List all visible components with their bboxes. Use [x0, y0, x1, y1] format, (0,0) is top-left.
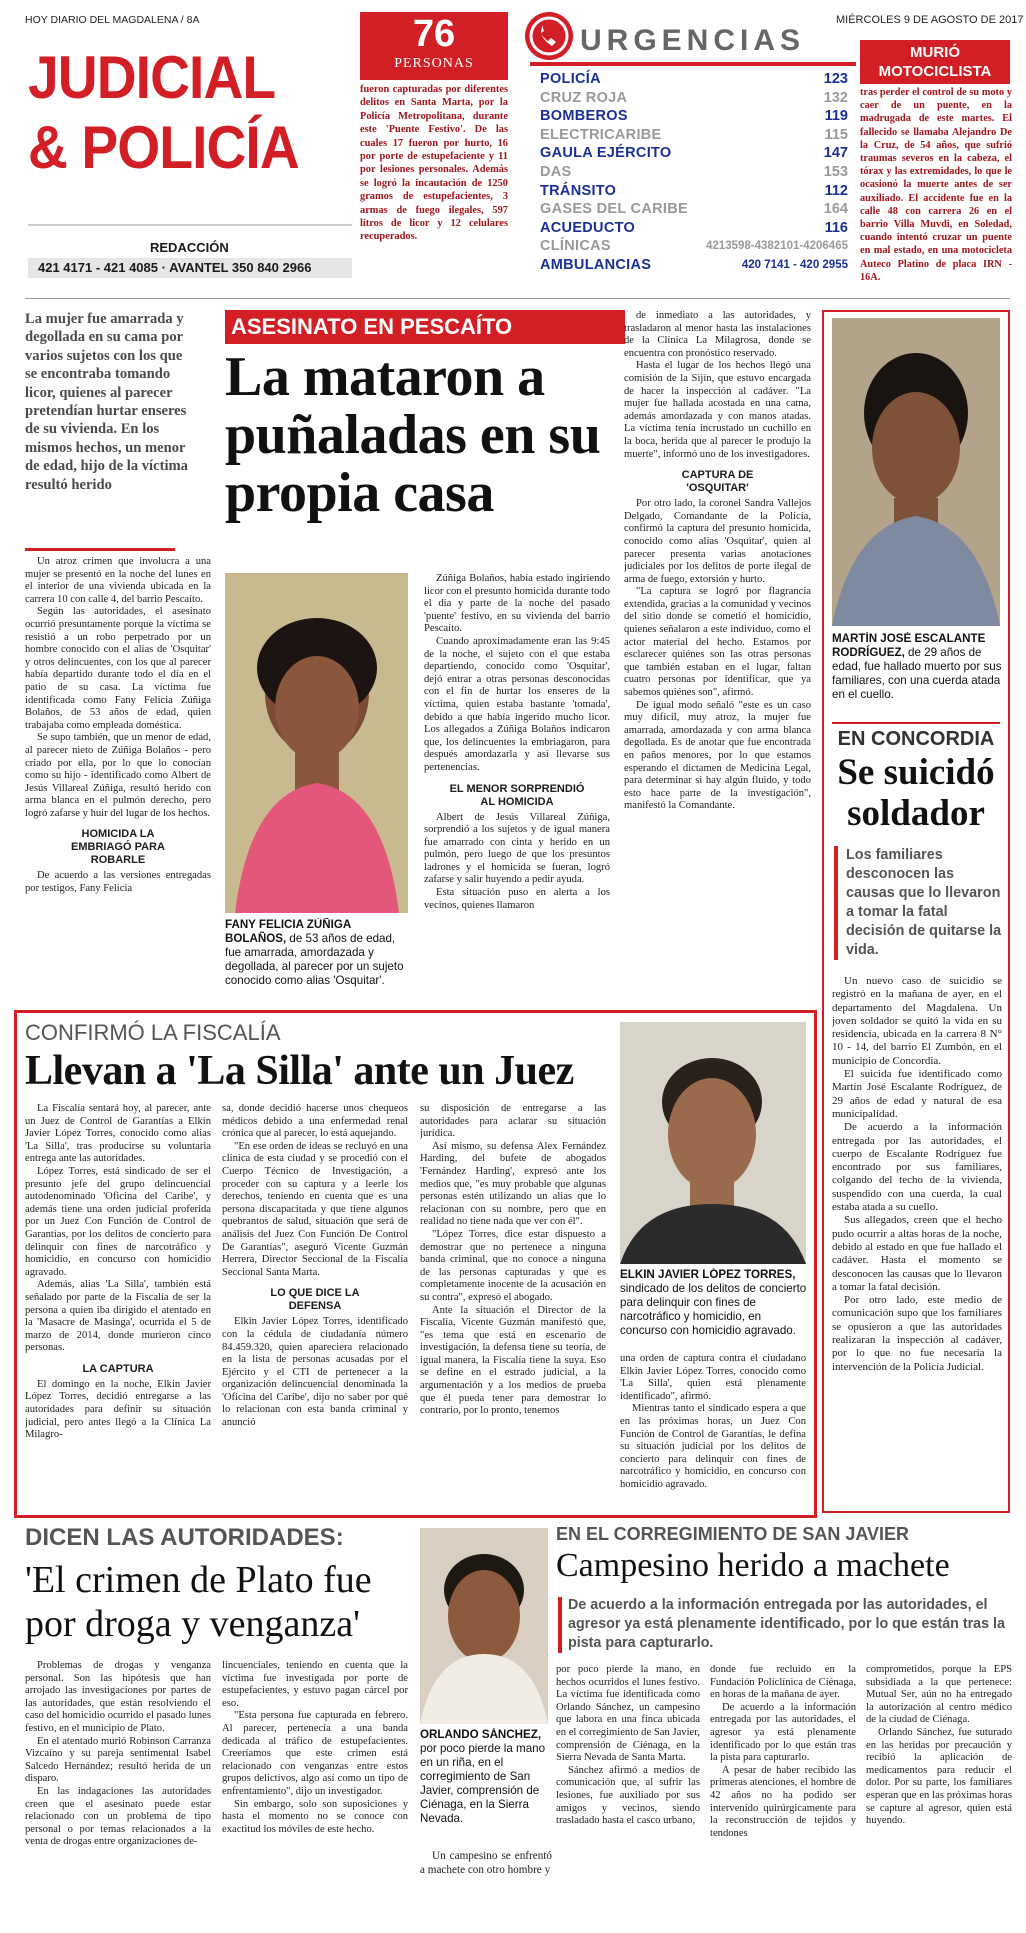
martin-photo — [832, 318, 1000, 626]
paragraph: Según las autoridades, el asesinato ocurrió presuntamente porque la víctima se resistió a un robo perpetrado por un hombre conocido con el alias de 'Osquitar' y otros delincuentes, con los que al parecer había departido durante todo el día en el patio de su casa. La víctima fue identificada como Fany Felicia Zúñiga Bolaños, de 53 años de edad, quien trabajaba como empleada doméstica. — [25, 606, 211, 731]
paragraph: una orden de captura contra el ciudadano Elkin Javier López Torres, conocido como 'La Silla', quien está plenamente identificado", afirmó. — [620, 1353, 806, 1402]
paragraph: lincuenciales, teniendo en cuenta que la víctima fue investigada por porte de estupefacientes, y estuvo pagan cárcel por eso. — [222, 1660, 408, 1709]
article4-lead: De acuerdo a la información entregada por las autoridades, el agresor ya está plenamente identificado, por lo que están tras la pista para capturarlo. — [568, 1597, 1005, 1651]
caption-name: FANY FELICIA ZÚÑIGA BOLAÑOS, — [225, 918, 351, 945]
date: MIÉRCOLES 9 DE AGOSTO DE 2017 — [836, 14, 1024, 26]
redaccion-phones: 421 4171 - 421 4085 · AVANTEL 350 840 2966 — [28, 258, 352, 278]
lead-underline — [25, 548, 175, 551]
section-title-line1: JUDICIAL — [28, 44, 276, 111]
emergency-item — [540, 89, 848, 108]
subhead: CAPTURA DE 'OSQUITAR' — [681, 469, 754, 495]
paragraph: Elkin Javier López Torres, identificado con la cédula de ciudadanía número 84.459.320, quien apareciera relacionado en la lista de personas acusadas por el Ejército y el CTI de pertenecer a la organización delincuencial denominada la 'Oficina del Caribe', dijo no saber por qué lo relacionan con esta banda criminal y anunció — [222, 1316, 408, 1429]
paragraph: Por otro lado, este medio de comunicación supo que los familiares se opusieron a que las autoridades realizaran la inspección al cadáver, por lo que no fue necesaria la intervención de la Policía Judicial. — [832, 1294, 1002, 1373]
emergency-number: 4213598-4382101-4206465 — [706, 240, 848, 253]
article1-col1 — [25, 556, 211, 1012]
emergency-name: AMBULANCIAS — [540, 256, 652, 273]
paragraph: comprometidos, porque la EPS subsidiada a la que pertenece: Mutual Ser, aún no ha entregado la autorización al centro médico de la ciudad de Ciénaga. — [866, 1664, 1012, 1726]
subhead: LO QUE DICE LA DEFENSA — [270, 1287, 360, 1313]
martin-caption — [832, 632, 1002, 716]
emergency-number: 123 — [823, 71, 848, 87]
elkin-photo — [620, 1022, 806, 1264]
paragraph: Un campesino se enfrentó a machete con otro hombre y — [420, 1850, 552, 1876]
paragraph: Albert de Jesús Villareal Zúñiga, sorprendió a los sujetos y de igual manera fue amarrado con cinta y herido en un pulmón, pero luego de que los presuntos ladrones y el homicida se fueran, logró zafarse y salir huyendo a pedir ayuda. — [424, 811, 610, 886]
header-rule — [28, 224, 352, 226]
emergency-number: 420 7141 - 420 2955 — [741, 258, 848, 271]
paragraph: Problemas de drogas y venganza personal. Son las hipótesis que han arrojado las investigaciones por partes de las autoridades, que están resolviendo el caso del homicidio ocurrido el pasado lunes festivo, en el municipio de Plato. — [25, 1660, 211, 1734]
caption-text: sindicado de los delitos de concierto para delinquir con fines de narcotráfico y homicidio, en concurso con homicidio agravado. — [620, 1282, 807, 1337]
sidebar-kicker: EN CONCORDIA — [837, 728, 995, 750]
emergency-number: 153 — [823, 163, 848, 180]
victim-photo — [225, 573, 408, 913]
paragraph: Sin embargo, solo son suposiciones y hasta el momento no se conoce con exactitud los móviles de este hecho. — [222, 1798, 408, 1835]
elkin-caption — [620, 1268, 810, 1342]
emergency-number: 119 — [824, 108, 848, 125]
emergency-number: 164 — [823, 201, 848, 218]
orlando-photo — [420, 1528, 548, 1724]
caption-text: de 29 años de edad, fue hallado muerto por sus familiares, con una cuerda atada en el cuello. — [832, 646, 1002, 701]
paragraph: Esta situación puso en alerta a los vecinos, quienes llamaron — [424, 887, 610, 911]
paragraph: Zúñiga Bolaños, había estado ingiriendo licor con el presunto homicida durante todo el día y parte de la noche del pasado 'puente' festivo, en su vivienda del barrio Pescaíto. — [424, 573, 610, 635]
paragraph: Por otro lado, la coronel Sandra Vallejos Delgado, Comandante de la Policía, confirmó la captura del presunto homicida, conocido como alias 'Osquitar', quien al parecer presenta varias anotaciones judiciales por los delitos de porte ilegal de arma de fuego, extorsión y hurto. — [624, 498, 811, 585]
paragraph: La Fiscalía sentará hoy, al parecer, ante un Juez de Control de Garantías a Elkin Javier López Torres, conocido como alias 'La Silla', tras producirse su voluntaria entrega ante las autoridades. — [25, 1103, 211, 1165]
paragraph: En las indagaciones las autoridades creen que el asesinato puede estar relacionado con un problema de tipo personal o por temas relacionados a la venta de drogas entre organizaciones de- — [25, 1785, 211, 1848]
emergency-item — [540, 107, 848, 126]
article4-col2 — [710, 1664, 856, 1922]
paragraph: De acuerdo a la información entregada por las autoridades, el agresor ya está plenamente identificado por lo que están tras la pista para capturarlo. — [710, 1701, 856, 1764]
article2-col4 — [620, 1353, 806, 1508]
article2-col1 — [25, 1103, 211, 1508]
sidebar-rule — [832, 722, 1000, 724]
paragraph: "La captura se logró por flagrancia extendida, gracias a la comunidad y vecinos del sitio donde se cometió el homicidio, quienes señalaron a este individuo, como el actor material del hecho. Estamos por esclarecer quiénes son las otras personas que también estaban en el lugar, faltan cuatro personas por identificar, que ya sabemos quiénes son", afirmó. — [624, 586, 811, 699]
article4-col1 — [556, 1664, 700, 1922]
paragraph: A pesar de haber recibido las primeras atenciones, el hombre de 42 años no ha podido ser intervenido quirúrgicamente para la reconstrucción de tejidos y tendones — [710, 1764, 856, 1839]
article3-kicker: DICEN LAS AUTORIDADES: — [25, 1524, 344, 1551]
paragraph: Cuando aproximadamente eran las 9:45 de la noche, el sujeto con el que estaba departiendo, conocido como 'Osquitar', dejó entrar a otras personas desconocidas con el fin de hurtar los enseres de la víctima, quien estaba bastante 'tomada', debido a que había ingerido mucho licor. Los allegados a Zúñiga Bolaños indicaron que, los delincuentes la embriagaron, para después amordazarla y así llevarse sus pertenencias. — [424, 635, 610, 773]
article4-col0 — [420, 1850, 552, 1922]
emergency-item — [540, 70, 848, 89]
paragraph: De acuerdo a las versiones entregadas por testigos, Fany Felicia — [25, 870, 211, 895]
paragraph: Orlando Sánchez, fue suturado en las heridas por precaución y recibió la aplicación de medicamentos para reducir el dolor. Por su parte, los familiares esperan que en las próximas horas se capture al agresor, quien está huyendo. — [866, 1726, 1012, 1827]
caption-text: de 53 años de edad, fue amarrada, amordazada y degollada, al parecer por un sujeto conocido como alias 'Osquitar'. — [225, 932, 404, 987]
paragraph: "López Torres, dice estar dispuesto a demostrar que no pertenece a ninguna banda criminal, que no conoce a ninguna de las personas capturadas y que es completamente inocente de la acusación en su contra", expresó el abogado. — [420, 1228, 606, 1303]
paragraph: Un atroz crimen que involucra a una mujer se presentó en la noche del lunes en el interior de una vivienda ubicada en la carrera 10 con calle 4, del barrio Pescaíto. — [25, 556, 211, 605]
paragraph: López Torres, está sindicado de ser el presunto jefe del grupo delincuencial autodenominado 'Oficina del Caribe', y además tiene una orden judicial proferida por un Juez Con Función de Control de Garantías, por los delitos de concierto para delinquir con fines de narcotráfico y homicidio, en concurso con homicidio agravado. — [25, 1165, 211, 1278]
motociclista-text: tras perder el control de su moto y caer de un puente, en la madrugada de este martes. El fallecido se llamaba Alejandro De la Cruz, de 54 años, que sufrió traumas severos en la cabeza, el tórax y las extremidades, lo que le ocasionó la muerte antes de ser auxiliado. El accidente fue en la calle 48 con carrera 26 en el barrio Villa Muvdi, en Soledad, cuando intentó cruzar un puente en mal estado, en una motocicleta Auteco Platino de placa IRN - 16A. — [860, 87, 1012, 283]
sidebar-lead-bar — [834, 846, 838, 960]
emergency-name: CLÍNICAS — [540, 238, 611, 255]
article3-col1 — [25, 1660, 211, 1922]
orlando-caption — [420, 1728, 552, 1840]
article1-lead: La mujer fue amarrada y degollada en su cama por varios sujetos con los que se encontraba tomando licor, quienes al parecer pretendían hurtar enseres de su vivienda. En los mismos hechos, un menor de edad, hijo de la víctima resultó herido — [25, 311, 188, 493]
paragraph: de inmediato a las autoridades, y trasladaron al menor hasta las instalaciones de la Clínica La Milagrosa, donde se encuentra con pronóstico reservado. — [624, 310, 811, 359]
paragraph: El suicida fue identificado como Martín José Escalante Rodríguez, de 29 años de edad y natural de esa municipalidad. — [832, 1068, 1002, 1120]
paragraph: Ante la situación el Director de la Fiscalía, Vicente Guzmán manifestó que, "es tema que está en escenario de investigación, la defensa tiene su teoría, de igual manera, la Fiscalía tiene la suya. Eso se define en el estrado judicial, a la argumentación y a los medios de prueba que él pueda tener para demostrar lo contrario, por lo pronto, tenemos — [420, 1304, 606, 1417]
paragraph: En el atentado murió Robinson Carranza Vizcaíno y su pareja sentimental Isabel Salcedo Hernández; resultó herida de un disparo. — [25, 1735, 211, 1785]
urgencias-title: URGENCIAS — [580, 24, 806, 57]
article3-col2 — [222, 1660, 408, 1922]
article3-headline: 'El crimen de Plato fue por droga y venganza' — [25, 1559, 372, 1645]
emergency-item — [540, 144, 848, 163]
stat-text: fueron capturadas por diferentes delitos en Santa Marta, por la Policía Metropolitana, durante este 'Puente Festivo'. De las cuales 17 fueron por hurto, 16 por porte de estupefaciente y 11 por lesiones personales. Además se logró la incautación de 1250 gramos de estupefacientes, 3 armas de fuego ilegales, 597 litros de licor y 12 celulares recuperados. — [360, 84, 508, 243]
article2-kicker: CONFIRMÓ LA FISCALÍA — [25, 1020, 281, 1045]
emergency-name: ACUEDUCTO — [540, 219, 636, 236]
paragraph: su disposición de entregarse a las autoridades para aclarar su situación jurídica. — [420, 1103, 606, 1140]
emergency-name: GASES DEL CARIBE — [540, 201, 688, 218]
urgencias-underline — [530, 62, 856, 66]
paragraph: Así mismo, su defensa Alex Fernández Harding, del bufete de abogados 'Fernández Harding', expresó ante los medios que, "es muy probable que algunas personas estén utilizando un alias que lo relacionan con su nombre, pero que en realidad no tiene nada que ver con él". — [420, 1140, 606, 1228]
sidebar-headline: Se suicidó soldador — [837, 752, 995, 834]
emergency-number: 116 — [824, 219, 848, 236]
article1-headline: La mataron a puñaladas en su propia casa — [225, 346, 601, 524]
victim-caption — [225, 918, 410, 1004]
paragraph: por poco pierde la mano, en hechos ocurridos el lunes festivo. La víctima fue identificada como Orlando Sánchez, un campesino que labora en una finca ubicada en el corregimiento de San Javier, comprensión de Ciénaga, en la Sierra Nevada de Santa Marta. — [556, 1664, 700, 1764]
article4-col3 — [866, 1664, 1012, 1922]
caption-name: MARTÍN JOSÉ ESCALANTE RODRÍGUEZ, — [832, 632, 986, 659]
emergency-name: GAULA EJÉRCITO — [540, 145, 672, 162]
paragraph: "Esta persona fue capturada en febrero. Al parecer, pertenecía a una banda dedicada al tráfico de estupefacientes. Creeríamos que este crimen está relacionado con venganzas entre estos grupos delictivos, algo así como un tipo de enfrentamiento", dijo un investigador. — [222, 1710, 408, 1797]
emergency-item — [540, 182, 848, 201]
article4-lead-bar — [558, 1597, 562, 1653]
article2-col2 — [222, 1103, 408, 1508]
paragraph: donde fue recluido en la Fundación Policlínica de Ciénaga, en horas de la mañana de ayer. — [710, 1664, 856, 1701]
motociclista-title: MURIÓ MOTOCICLISTA — [860, 40, 1010, 84]
sidebar-body — [832, 975, 1002, 1507]
paragraph: sa, donde decidió hacerse unos chequeos médicos debido a una enfermedad renal crónica que al parecer, lo está aquejando. — [222, 1103, 408, 1140]
subhead: HOMICIDA LA EMBRIAGÓ PARA ROBARLE — [71, 828, 165, 867]
emergency-item — [540, 126, 848, 145]
sidebar-lead: Los familiares desconocen las causas que lo llevaron a tomar la fatal decisión de quitarse la vida. — [846, 847, 1002, 958]
emergency-name: POLICÍA — [540, 71, 601, 87]
emergency-name: BOMBEROS — [540, 108, 628, 125]
paragraph: Sus allegados, creen que el hecho pudo ocurrir a altas horas de la noche, debido al estado en que fue hallado el cadáver. Hasta el momento se desconocen las causas que lo llevaron a tomar la fatal decisión. — [832, 1214, 1002, 1293]
paragraph: Un nuevo caso de suicidio se registró en la mañana de ayer, en el departamento del Magdalena. Un joven soldador se quitó la vida en su residencia, ubicada en la carrera 8 N° 10 - 14, del barrio El Zumbón, en el municipio de Concordia. — [832, 975, 1002, 1067]
article2-headline: Llevan a 'La Silla' ante un Juez — [25, 1048, 574, 1094]
paragraph: Sánchez afirmó a medios de comunicación que, al sufrir las lesiones, fue auxiliado por sus amigos y vecinos, siendo trasladado hasta el casco urbano, — [556, 1764, 700, 1827]
emergency-item — [540, 219, 848, 238]
caption-name: ORLANDO SÁNCHEZ, — [420, 1728, 542, 1741]
article2-col3 — [420, 1103, 606, 1508]
header-bottom-rule — [25, 298, 1010, 299]
stat-box — [360, 12, 508, 80]
emergency-number: 132 — [823, 89, 848, 106]
emergency-name: CRUZ ROJA — [540, 89, 628, 106]
paragraph: El domingo en la noche, Elkin Javier López Torres, decidió entregarse a las autoridades para definir su situación judicial, pero antes llegó a la Clínica La Milagro- — [25, 1378, 211, 1441]
article4-kicker: EN EL CORREGIMIENTO DE SAN JAVIER — [556, 1524, 910, 1544]
emergency-item — [540, 200, 848, 219]
article1-kicker: ASESINATO EN PESCAÍTO — [225, 310, 625, 344]
caption-name: ELKIN JAVIER LÓPEZ TORRES, — [620, 1268, 796, 1281]
emergency-number: 147 — [823, 145, 848, 162]
emergency-number: 115 — [824, 126, 848, 143]
section-title-line2: & POLICÍA — [28, 114, 299, 181]
emergency-item — [540, 163, 848, 182]
paragraph: Hasta el lugar de los hechos llegó una comisión de la Sijín, que estuvo encargada de hacer la inspección al cadáver. "La mujer fue hallada acostada en una cama, además amordazada y con manos atadas. La víctima tenía incrustado un cuchillo en la boca, herida que al parecer le produjo la muerte", informó uno de los investigadores. — [624, 360, 811, 460]
emergency-name: TRÁNSITO — [540, 182, 617, 199]
article1-col2 — [424, 573, 610, 1013]
article1-col3 — [624, 310, 811, 1013]
redaccion-label: REDACCIÓN — [150, 240, 229, 255]
emergency-number: 112 — [824, 182, 848, 199]
paragraph: De igual modo señaló "este es un caso muy difícil, muy atroz, la mujer fue amarrada, amordazada y con arma blanca degollada. Es de anotar que fue encontrada en paños menores, por lo que estamos esperando el dictamen de Medicina Legal, para determinar si hay algún fluido, y todo esto hace parte de la investigación", manifestó la Comandante. — [624, 699, 811, 812]
phone-icon — [525, 12, 573, 60]
emergency-item — [540, 256, 848, 275]
emergency-item — [540, 237, 848, 256]
paper-name: HOY DIARIO DEL MAGDALENA / 8A — [25, 14, 200, 26]
paragraph: Además, alias 'La Silla', también está señalado por parte de la Fiscalía de ser la persona a quien iba dirigido el atentado en la 'Masacre de Masinga', ocurrida el 5 de marzo de 2014, donde murieron cinco personas. — [25, 1279, 211, 1354]
stat-number: 76 — [412, 13, 456, 55]
subhead: EL MENOR SORPRENDIÓ AL HOMICIDA — [449, 782, 585, 808]
emergency-list — [540, 70, 848, 275]
paragraph: Mientras tanto el sindicado espera a que en las próximas horas, un Juez Con Función de Control de Garantías, le defina su situación judicial por los delitos de concierto para delinquir con fines de narcotráfico y homicidio, en concurso con homicidio agravado. — [620, 1403, 806, 1490]
article4-headline: Campesino herido a machete — [556, 1547, 950, 1584]
stat-label: PERSONAS — [394, 56, 474, 71]
emergency-name: DAS — [540, 163, 572, 180]
subhead: LA CAPTURA — [82, 1362, 154, 1375]
paragraph: "En ese orden de ideas se recluyó en una clínica de esta ciudad y se procedió con el Cuerpo Técnico de Investigación, a proceder con su captura y a leerle los derechos, teniendo en cuenta que es una persona discapacitada y que tiene algunos quebrantos de salud, situación que será de análisis del Juez Con Función De Control De Garantías", aseguró Vicente Guzmán Herrera, Director Seccional de la Fiscalía Seccional Santa Marta. — [222, 1140, 408, 1278]
emergency-name: ELECTRICARIBE — [540, 126, 662, 143]
caption-text: por poco pierde la mano en un riña, en el corregimiento de San Javier, comprensión de Ciénaga, en la Sierra Nevada. — [420, 1742, 546, 1825]
paragraph: De acuerdo a la información entregada por las autoridades, el cuerpo de Escalante Rodríguez fue encontrado por sus familiares, colgando del techo de la vivienda, suspendido con una cuerda, la cual estaba atada a su cuello. — [832, 1121, 1002, 1214]
paragraph: Se supo también, que un menor de edad, al parecer nieto de Zúñiga Bolaños - pero criado por ella, por lo que lo conocían como su hijo - identificado como Albert de Jesús Villareal Zúñiga, resultó herido con arma blanca en el pulmón derecho, pero logró zafarse y huir del lugar de los hechos. — [25, 732, 211, 819]
